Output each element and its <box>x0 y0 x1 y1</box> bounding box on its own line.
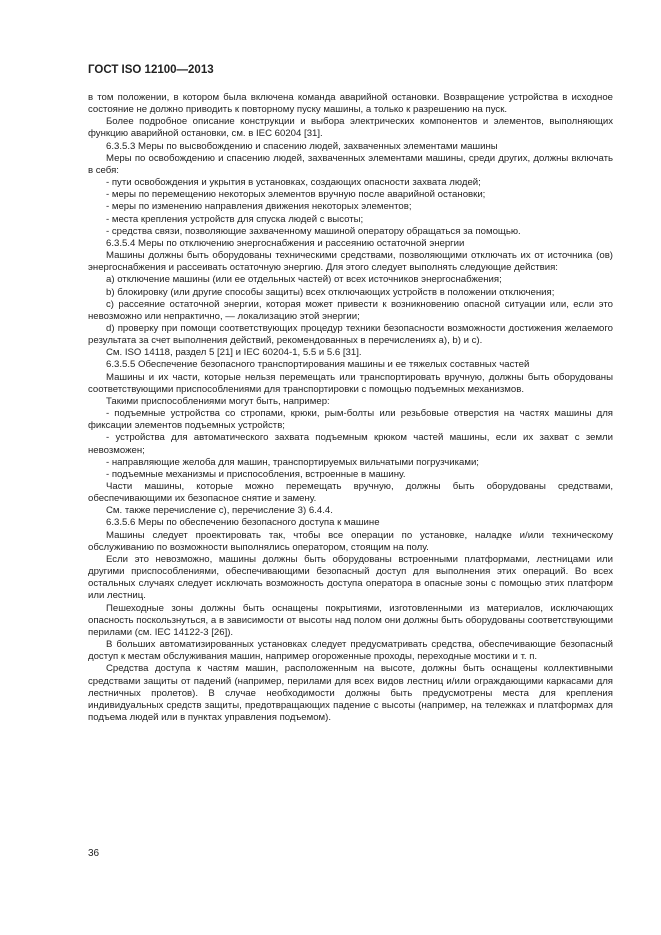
paragraph: a) отключение машины (или ее отдельных частей) от всех источников энергоснабжения; <box>106 274 502 286</box>
paragraph: Меры по освобождению и спасению людей, захваченных элементами машины, среди других, должны включать в себя: <box>88 152 613 176</box>
paragraph: Машины и их части, которые нельзя перемещать или транспортировать вручную, должны быть оборудованы соответствующими приспособлениями для транспортировки с помощью подъемных механизмов. <box>88 371 613 395</box>
paragraph: c) рассеяние остаточной энергии, которая может привести к возникновению опасной ситуации или, если это невозможно или непрактично, — локализацию этой энергии; <box>88 298 613 322</box>
paragraph: Машины следует проектировать так, чтобы все операции по установке, наладке и/или техническому обслуживанию по возможности выполнялись оператором, стоящим на полу. <box>88 529 613 553</box>
paragraph: См. также перечисление c), перечисление 3) 6.4.4. <box>106 505 333 517</box>
paragraph: - средства связи, позволяющие захваченному машиной оператору обращаться за помощью. <box>106 225 521 237</box>
paragraph: 6.3.5.4 Меры по отключению энергоснабжения и рассеянию остаточной энергии <box>106 237 465 249</box>
paragraph: - подъемные механизмы и приспособления, встроенные в машину. <box>106 468 406 480</box>
paragraph: Части машины, которые можно перемещать вручную, должны быть оборудованы средствами, обеспечивающими их безопасное снятие и замену. <box>88 481 613 505</box>
document-body <box>88 92 613 724</box>
paragraph: - пути освобождения и укрытия в установках, создающих опасности захвата людей; <box>106 177 481 189</box>
paragraph: Более подробное описание конструкции и выбора электрических компонентов и элементов, выполняющих функцию аварийной остановки, см. в IEC 60204 [31]. <box>88 116 613 140</box>
paragraph: - устройства для автоматического захвата подъемным крюком частей машины, если их захват с земли невозможен; <box>88 432 613 456</box>
paragraph: - подъемные устройства со стропами, крюки, рым-болты или резьбовые отверстия на частях машины для фиксации элементов подъемных устройств; <box>88 408 613 432</box>
paragraph: - направляющие желоба для машин, транспортируемых вильчатыми погрузчиками; <box>106 456 479 468</box>
paragraph: Если это невозможно, машины должны быть оборудованы встроенными платформами, лестницами или другими приспособлениями, обеспечивающими безопасный доступ для выполнения этих операций. Во всех остальных случаях следует исключать возможность доступа оператора в опасные зоны с помощью этих платформ или лестниц. <box>88 553 613 602</box>
paragraph: - меры по перемещению некоторых элементов вручную после аварийной остановки; <box>106 189 486 201</box>
paragraph: d) проверку при помощи соответствующих процедур техники безопасности возможности достижения желаемого результата за счет выполнения действий, рекомендованных в перечислениях a), b) и c). <box>88 322 613 347</box>
paragraph: Пешеходные зоны должны быть оснащены покрытиями, изготовленными из материалов, исключающих опасность поскользнуться, а в зависимости от высоты над полом они должны быть оборудованы соответствующими перилами (см. IEC 14122-3 [26]). <box>88 602 613 638</box>
paragraph: См. ISO 14118, раздел 5 [21] и IEC 60204-1, 5.5 и 5.6 [31]. <box>106 347 362 359</box>
paragraph: 6.3.5.5 Обеспечение безопасного транспортирования машины и ее тяжелых составных частей <box>106 359 530 371</box>
page-number: 36 <box>88 848 100 859</box>
document-header: ГОСТ ISO 12100—2013 <box>88 64 214 76</box>
paragraph: Машины должны быть оборудованы техническими средствами, позволяющими отключать их от источника (ов) энергоснабжения и рассеивать остаточную энергию. Для этого следует выполнять следующие действия: <box>88 250 613 274</box>
paragraph: - места крепления устройств для спуска людей с высоты; <box>106 213 364 225</box>
paragraph: - меры по изменению направления движения некоторых элементов; <box>106 201 412 213</box>
paragraph: Средства доступа к частям машин, расположенным на высоте, должны быть оснащены коллективными средствами защиты от падений (например, перилами для всех видов лестниц и/или ограждающими каркасами для лестничных пролетов). В случае необходимости должны быть предусмотрены места для крепления индивидуальных средств защиты, предотвращающих падение с высоты (например, на тележках и платформах для подъема людей или в пунктах управления подъемом). <box>88 663 613 723</box>
paragraph: 6.3.5.6 Меры по обеспечению безопасного доступа к машине <box>106 517 380 529</box>
paragraph: 6.3.5.3 Меры по высвобождению и спасению людей, захваченных элементами машины <box>106 140 498 152</box>
paragraph: Такими приспособлениями могут быть, например: <box>106 395 330 407</box>
paragraph: в том положении, в котором была включена команда аварийной остановки. Возвращение устройства в исходное состояние не должно приводить к повторному пуску машины, а только к разрешению на пуск. <box>88 92 613 116</box>
paragraph: В больших автоматизированных установках следует предусматривать средства, обеспечивающие безопасный доступ к местам обслуживания машин, например огороженные проходы, переходные мостики и т. п. <box>88 639 613 663</box>
paragraph: b) блокировку (или другие способы защиты) всех отключающих устройств в положении отключения; <box>106 286 555 298</box>
